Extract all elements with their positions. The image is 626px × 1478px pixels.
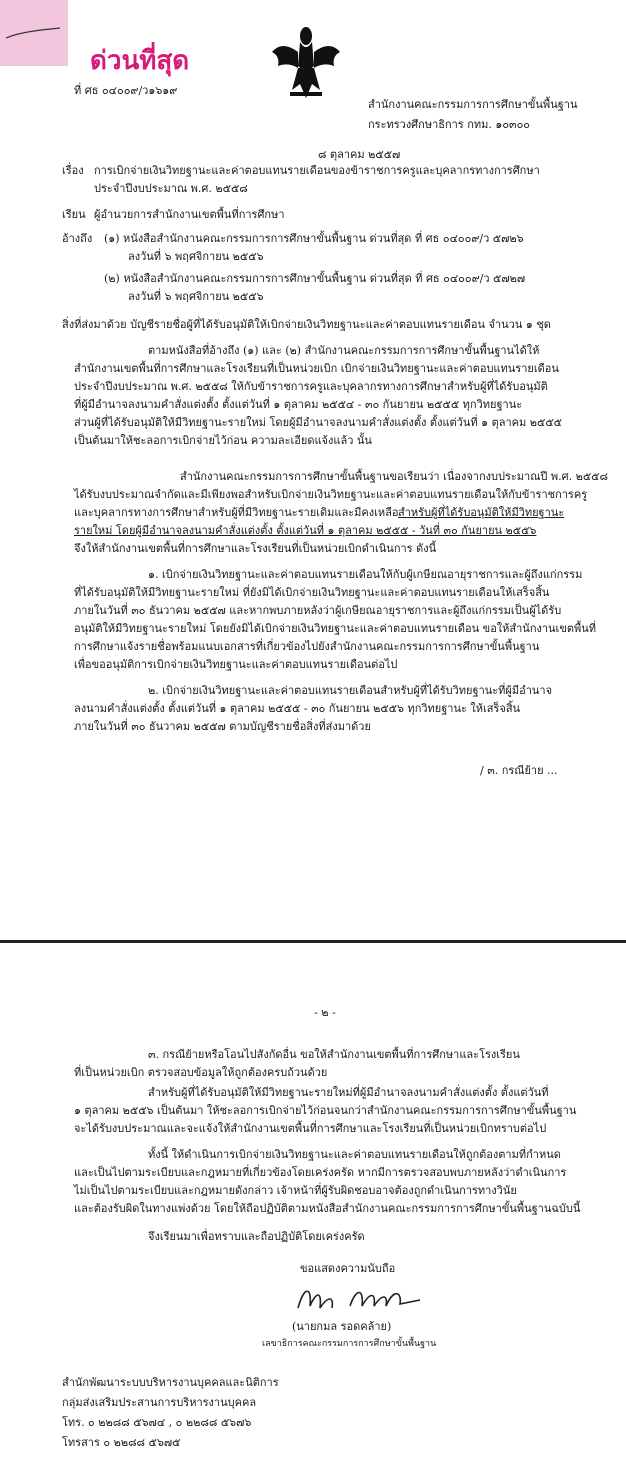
page-gap [0, 880, 626, 956]
continued-marker: / ๓. กรณีย้าย ... [480, 764, 558, 777]
closing-request: จึงเรียนมาเพื่อทราบและถือปฏิบัติโดยเคร่งครัด [148, 1230, 365, 1243]
sender-office: สำนักงานคณะกรรมการการศึกษาขั้นพื้นฐาน [368, 98, 578, 111]
subject-line-1: การเบิกจ่ายเงินวิทยฐานะและค่าตอบแทนรายเดือนของข้าราชการครูและบุคลากรทางการศึกษา [94, 164, 540, 177]
pink-sticky-note [0, 0, 68, 66]
para3-line: สำหรับผู้ที่ได้รับอนุมัติให้มีวิทยฐานะรายใหม่ที่ผู้มีอำนาจลงนามคำสั่งแต่งตั้ง ตั้งแต่วันที่ [148, 1086, 549, 1099]
para1-line: สำนักงานเขตพื้นที่การศึกษาและโรงเรียนที่เป็นหน่วยเบิก เบิกจ่ายเงินวิทยฐานะและค่าตอบแทนรายเดือน [74, 362, 559, 375]
item3-line: ๓. กรณีย้ายหรือโอนไปสังกัดอื่น ขอให้สำนักงานเขตพื้นที่การศึกษาและโรงเรียน [148, 1048, 520, 1061]
para3-line: ๑ ตุลาคม ๒๕๕๖ เป็นต้นมา ให้ชะลอการเบิกจ่ายไว้ก่อนจนกว่าสำนักงานคณะกรรมการการศึกษาขั้นพื้นฐาน [74, 1104, 577, 1117]
to-recipient: ผู้อำนวยการสำนักงานเขตพื้นที่การศึกษา [94, 208, 285, 221]
sender-address: กระทรวงศึกษาธิการ กทม. ๑๐๓๐๐ [368, 118, 531, 131]
item1-line: ที่ได้รับอนุมัติให้มีวิทยฐานะรายใหม่ ที่ยังมิได้เบิกจ่ายเงินวิทยฐานะและค่าตอบแทนรายเดือนให้เสร็จสิ้น [74, 586, 550, 599]
item2-line: ๒. เบิกจ่ายเงินวิทยฐานะและค่าตอบแทนรายเดือนสำหรับผู้ที่ได้รับวิทยฐานะที่ผู้มีอำนาจ [148, 684, 553, 697]
footer-fax: โทรสาร ๐ ๒๒๘๘ ๕๖๗๕ [62, 1436, 181, 1449]
item1-line: เพื่อขออนุมัติการเบิกจ่ายเงินวิทยฐานะและค่าตอบแทนรายเดือนต่อไป [74, 658, 398, 671]
item1-line: ภายในวันที่ ๓๐ ธันวาคม ๒๕๕๗ และหากพบภายหลังว่าผู้เกษียณอายุราชการและผู้ถึงแก่กรรมเป็นผู้ได้รับ [74, 604, 562, 617]
para1-line: ส่วนผู้ที่ได้รับอนุมัติให้มีวิทยฐานะรายใหม่ โดยผู้มีอำนาจลงนามคำสั่งแต่งตั้ง ตั้งแต่วันที่ ๑ ตุลาคม ๒๕๕๕ [74, 416, 562, 429]
item1-line: การศึกษาแจ้งรายชื่อพร้อมแนบเอกสารที่เกี่ยวข้องไปยังสำนักงานคณะกรรมการการศึกษาขั้นพื้นฐาน [74, 640, 540, 653]
para2-line: และบุคลากรทางการศึกษาสำหรับผู้ที่มีวิทยฐานะรายเดิมและมีคงเหลือ [74, 506, 399, 519]
reference-2-line-1: (๒) หนังสือสำนักงานคณะกรรมการการศึกษาขั้นพื้นฐาน ด่วนที่สุด ที่ ศธ ๐๔๐๐๙/ว ๕๗๒๗ [104, 272, 526, 285]
subject-line-2: ประจำปีงบประมาณ พ.ศ. ๒๕๕๘ [94, 182, 248, 195]
para4-line: และต้องรับผิดในทางแพ่งด้วย โดยให้ถือปฏิบัติตามหนังสือสำนักงานคณะกรรมการการศึกษาขั้นพื้นฐานฉบับนี้ [74, 1202, 581, 1215]
para2-line: ได้รับงบประมาณจำกัดและมีเพียงพอสำหรับเบิกจ่ายเงินวิทยฐานะและค่าตอบแทนรายเดือนให้กับข้าราชการครู [74, 488, 588, 501]
item1-line: ๑. เบิกจ่ายเงินวิทยฐานะและค่าตอบแทนรายเดือนให้กับผู้เกษียณอายุราชการและผู้ถึงแก่กรรม [148, 568, 583, 581]
item2-line: ภายในวันที่ ๓๐ ธันวาคม ๒๕๕๗ ตามบัญชีรายชื่อสิ่งที่ส่งมาด้วย [74, 720, 371, 733]
signer-title: เลขาธิการคณะกรรมการการศึกษาขั้นพื้นฐาน [262, 1339, 437, 1349]
letter-date: ๘ ตุลาคม ๒๕๕๗ [318, 148, 401, 161]
pen-mark-icon [0, 0, 68, 66]
reference-number: ที่ ศธ ๐๔๐๐๙/ว๑๖๑๙ [74, 84, 178, 97]
footer-office: สำนักพัฒนาระบบบริหารงานบุคคลและนิติการ [62, 1376, 279, 1389]
urgency-stamp: ด่วนที่สุด [90, 46, 190, 76]
to-label: เรียน [62, 208, 86, 221]
para3-line: จะได้รับงบประมาณและจะแจ้งให้สำนักงานเขตพื้นที่การศึกษาและโรงเรียนที่เป็นหน่วยเบิกทราบต่อไป [74, 1122, 547, 1135]
page-number: - ๒ - [314, 1006, 336, 1019]
item1-line: อนุมัติให้มีวิทยฐานะรายใหม่ โดยยังมิได้เบิกจ่ายเงินวิทยฐานะและค่าตอบแทนรายเดือน ขอให้สำนักงานเขตพื้นที่ [74, 622, 597, 635]
enclosure-line: สิ่งที่ส่งมาด้วย บัญชีรายชื่อผู้ที่ได้รับอนุมัติให้เบิกจ่ายเงินวิทยฐานะและค่าตอบแทนรายเดือน จำนวน ๑ ชุด [62, 318, 551, 331]
para1-line: ประจำปีงบประมาณ พ.ศ. ๒๕๕๘ ให้กับข้าราชการครูและบุคลากรทางการศึกษาสำหรับผู้ที่ได้รับอนุมัติ [74, 380, 548, 393]
para2-line: จึงให้สำนักงานเขตพื้นที่การศึกษาและโรงเรียนที่เป็นหน่วยเบิกดำเนินการ ดังนี้ [74, 542, 437, 555]
footer-telephone: โทร. ๐ ๒๒๘๘ ๕๖๗๔ , ๐ ๒๒๘๘ ๕๖๗๖ [62, 1416, 252, 1429]
reference-1-line-2: ลงวันที่ ๖ พฤศจิกายน ๒๕๕๖ [128, 250, 264, 263]
salutation: ขอแสดงความนับถือ [300, 1262, 396, 1275]
para4-line: ไม่เป็นไปตามระเบียบและกฎหมายดังกล่าว เจ้าหน้าที่ผู้รับผิดชอบอาจต้องถูกดำเนินการทางวินัย [74, 1184, 517, 1197]
item3-line: ที่เป็นหน่วยเบิก ตรวจสอบข้อมูลให้ถูกต้องครบถ้วนด้วย [74, 1066, 328, 1079]
para2-underlined: สำหรับผู้ที่ได้รับอนุมัติให้มีวิทยฐานะ [398, 506, 565, 519]
para1-line: ตามหนังสือที่อ้างถึง (๑) และ (๒) สำนักงานคณะกรรมการการศึกษาขั้นพื้นฐานได้ให้ [148, 344, 540, 357]
para1-line: เป็นต้นมาให้ชะลอการเบิกจ่ายไว้ก่อน ความละเอียดแจ้งแล้ว นั้น [74, 434, 372, 447]
para4-line: และเป็นไปตามระเบียบและกฎหมายที่เกี่ยวข้องโดยเคร่งครัด หากมีการตรวจสอบพบภายหลังว่าดำเนินการ [74, 1166, 567, 1179]
subject-label: เรื่อง [62, 164, 84, 177]
reference-2-line-2: ลงวันที่ ๖ พฤศจิกายน ๒๕๕๖ [128, 290, 264, 303]
para2-underlined-line: รายใหม่ โดยผู้มีอำนาจลงนามคำสั่งแต่งตั้ง ตั้งแต่วันที่ ๑ ตุลาคม ๒๕๕๕ - วันที่ ๓๐ กันยายน ๒๕๕๖ [74, 524, 537, 537]
reference-1-line-1: (๑) หนังสือสำนักงานคณะกรรมการการศึกษาขั้นพื้นฐาน ด่วนที่สุด ที่ ศธ ๐๔๐๐๙/ว ๕๗๒๖ [104, 232, 524, 245]
reference-label: อ้างถึง [62, 232, 93, 245]
signer-name: (นายกมล รอดคล้าย) [292, 1320, 392, 1333]
para1-line: ที่ผู้มีอำนาจลงนามคำสั่งแต่งตั้ง ตั้งแต่วันที่ ๑ ตุลาคม ๒๕๕๔ - ๓๐ กันยายน ๒๕๕๕ ทุกวิทยฐานะ [74, 398, 523, 411]
page-divider [0, 940, 626, 943]
para2-line: สำนักงานคณะกรรมการการศึกษาขั้นพื้นฐานขอเรียนว่า เนื่องจากงบประมาณปี พ.ศ. ๒๕๕๘ [180, 470, 608, 483]
para4-line: ทั้งนี้ ให้ดำเนินการเบิกจ่ายเงินวิทยฐานะและค่าตอบแทนรายเดือนให้ถูกต้องตามที่กำหนด [148, 1148, 561, 1161]
handwritten-signature [290, 1278, 430, 1318]
garuda-emblem-icon [270, 22, 342, 102]
item2-line: ลงนามคำสั่งแต่งตั้ง ตั้งแต่วันที่ ๑ ตุลาคม ๒๕๕๕ - ๓๐ กันยายน ๒๕๕๖ ทุกวิทยฐานะ ให้เสร็จสิ้น [74, 702, 521, 715]
footer-group: กลุ่มส่งเสริมประสานการบริหารงานบุคคล [62, 1396, 257, 1409]
letter-page-2 [0, 956, 626, 1478]
